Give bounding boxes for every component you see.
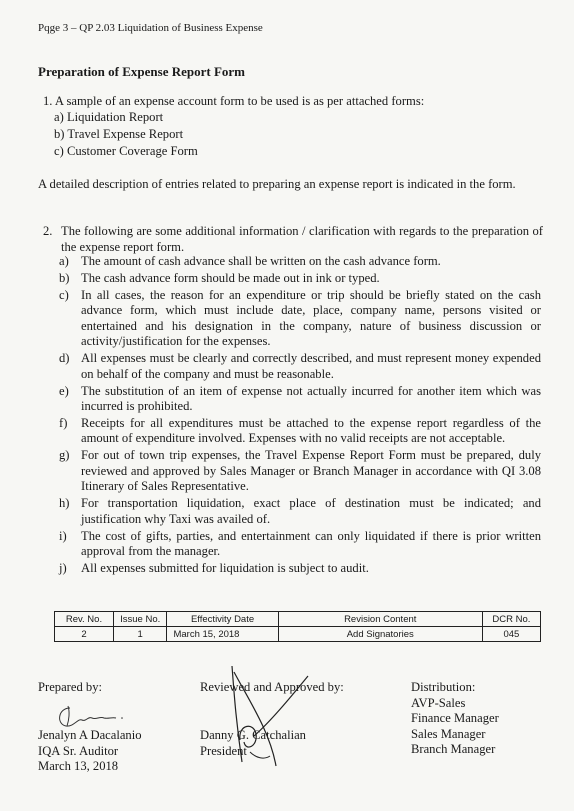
section-1-list [54,110,198,161]
list-item [59,384,541,415]
list-item [59,529,541,560]
table-cell: 2 [55,627,114,642]
section-1-number: 1. [43,94,53,108]
list-letter: h) [59,496,70,511]
list-item [59,448,541,494]
section-1 [43,94,424,110]
list-text: The cost of gifts, parties, and entertainment can only liquidated if there is prior written approval from the manager. [81,528,541,559]
list-text: The cash advance form should be made out in ink or typed. [81,271,380,285]
list-text: Receipts for all expenditures must be attached to the expense report regardless of the amount of expenditure involved. Expenses with no valid receipts are not acceptable. [81,416,541,446]
list-text: Liquidation Report [66,110,164,124]
revision-table [54,611,541,642]
list-letter: f) [59,416,68,431]
list-letter: b) [54,127,65,141]
section-2-text: The following are some additional information / clarification with regards to the preparation of the expense report form. [61,224,543,254]
list-letter: a) [54,110,64,124]
table-cell: 045 [482,627,540,642]
list-item [59,496,541,527]
list-text: The amount of cash advance shall be written on the cash advance form. [81,254,441,268]
distribution-item: Finance Manager [411,711,499,726]
table-cell: 1 [113,627,167,642]
distribution-item: Branch Manager [411,742,496,757]
list-text: The substitution of an item of expense not actually incurred for another item which was incurred is prohibited. [81,383,541,414]
page-header: Pqge 3 – QP 2.03 Liquidation of Business Expense [38,22,263,34]
list-item [59,271,541,286]
list-letter: i) [59,528,67,543]
list-item [59,288,541,350]
section-2-list [59,254,541,578]
column-header: Issue No. [113,612,167,627]
section-title: Preparation of Expense Report Form [38,64,246,79]
prepared-by-block [38,728,142,775]
list-text: Travel Expense Report [67,127,184,141]
reviewed-by-label: Reviewed and Approved by: [200,680,344,694]
section-1-text: A sample of an expense account form to be used is as per attached forms: [54,94,425,108]
list-letter: c) [59,288,69,302]
distribution-item: AVP-Sales [411,695,466,710]
preparer-date: March 13, 2018 [38,759,119,774]
reviewer-position: President [200,743,247,758]
section-2 [43,224,543,255]
distribution-item: Sales Manager [411,726,486,741]
distribution-block [411,680,499,758]
list-letter: d) [59,351,70,366]
table-cell: Add Signatories [278,627,482,642]
distribution-label: Distribution: [411,680,476,694]
list-letter: e) [59,383,69,398]
list-letter: b) [59,271,70,285]
list-text: All expenses submitted for liquidation is subject to audit. [81,561,369,576]
reviewer-name: Danny G. Catchalian [200,728,306,742]
list-text: Customer Coverage Form [66,144,198,158]
column-header: Rev. No. [55,612,114,627]
description-paragraph: A detailed description of entries related to preparing an expense report is indicated in the form. [38,177,516,191]
list-letter: c) [54,144,64,158]
preparer-name: Jenalyn A Dacalanio [38,728,142,742]
list-text: For out of town trip expenses, the Travel Expense Report Form must be prepared, duly reviewed and approved by Sales Manager or Branch Manager in accordance with QI 3.08 Itinerary of Sales Representative. [81,448,541,494]
list-text: For transportation liquidation, exact place of destination must be indicated; and justification why Taxi was availed of. [81,496,541,526]
column-header: Revision Content [278,612,482,627]
list-text: In all cases, the reason for an expenditure or trip should be briefly stated on the cash advance form, which must include date, place, company name, persons visited or entertained and his designation in the company, nature of business discussion or activity/justification for the expenses. [81,288,541,349]
list-item [54,144,198,161]
list-item [54,110,198,127]
list-item [59,254,541,269]
prepared-by-label: Prepared by: [38,680,102,694]
list-letter: a) [59,254,69,268]
table-row [55,627,541,642]
list-letter: j) [59,561,67,576]
table-header-row [55,612,541,627]
preparer-position: IQA Sr. Auditor [38,743,119,758]
signature-danny [210,662,320,772]
column-header: Effectivity Date [167,612,278,627]
list-text: All expenses must be clearly and correctly described, and must represent money expended on behalf of the company and must be reasonable. [81,351,541,381]
section-2-number: 2. [43,224,53,238]
table-cell: March 15, 2018 [167,627,278,642]
list-letter: g) [59,448,70,463]
list-item [59,561,541,576]
list-item [54,127,198,144]
list-item [59,351,541,382]
column-header: DCR No. [482,612,540,627]
list-item [59,416,541,447]
